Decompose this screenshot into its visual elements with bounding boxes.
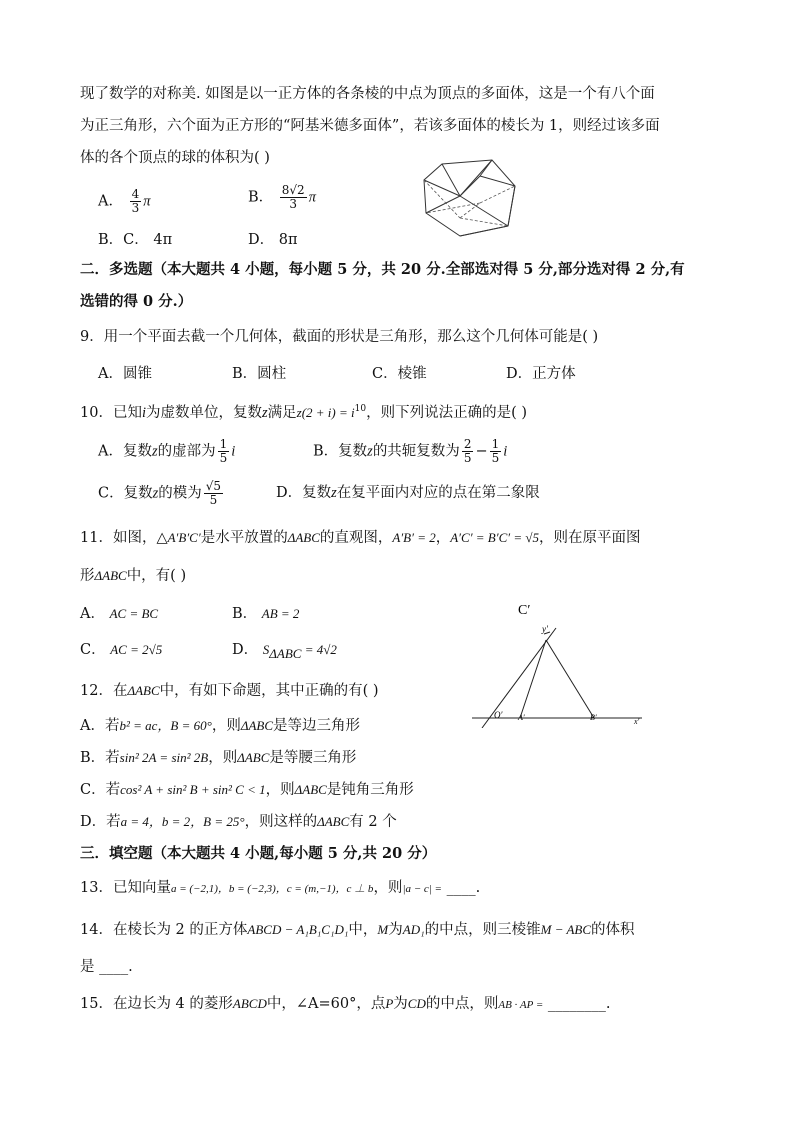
section2-heading-line1: 二．多选题（本大题共 4 小题，每小题 5 分，共 20 分.全部选对得 5 分,部分选对得 2 分,有 (80, 261, 685, 278)
q9-stem: 9．用一个平面去截一个几何体，截面的形状是三角形，那么这个几何体可能是( ) (80, 329, 599, 345)
q8-option-d: D． 8π (248, 232, 298, 248)
q9-option-b: B．圆柱 (232, 366, 287, 382)
q12-option-a: A．若b² = ac，B = 60°，则ΔABC是等边三角形 (80, 718, 361, 734)
q8-option-c: B．C． 4π (98, 232, 173, 248)
q10-option-c: C．复数z的模为 $\frac{√5}{5}$ (98, 479, 222, 507)
label-b: B′ (590, 713, 597, 722)
q14-stem-line2: 是 ____. (80, 959, 133, 975)
q11-option-a: A． AC = BC (80, 606, 159, 622)
segment-c-b (546, 640, 594, 718)
label-c: C′ (518, 603, 531, 618)
fraction: $\frac{8√2}{3}$ (281, 183, 305, 211)
q14-stem-line1: 14．在棱长为 2 的正方体ABCD − A₁B₁C₁D₁中，M为AD₁的中点，则三棱锥M − ABC的体积 (80, 922, 635, 938)
q8-option-b: B． $\frac{8√2}{3}$ π (248, 183, 316, 211)
q8-option-a: A． $\frac{4}{3}$ π (98, 187, 151, 215)
answer-blank: ____. (446, 880, 481, 896)
q13-stem: 13．已知向量a = (−2,1)，b = (−2,3)，c = (m,−1)，c ⊥ b，则|a − c| = ____. (80, 880, 481, 896)
q11-option-d: D． SΔABC = 4√2 (232, 642, 337, 661)
segment-a-c (520, 640, 546, 718)
section2-heading-line2: 选错的得 0 分.） (80, 293, 193, 310)
q12-option-d: D．若a = 4，b = 2，B = 25°，则这样的ΔABC有 2 个 (80, 814, 397, 830)
q11-stem-line2: 形ΔABC中，有( ) (80, 568, 187, 584)
q8-line3: 体的各个顶点的球的体积为( ) (80, 150, 270, 166)
q11-stem-line1: 11．如图，△A′B′C′是水平放置的ΔABC的直观图，A′B′ = 2，A′C′ = B′C′ = √5，则在原平面图 (80, 530, 641, 546)
section3-heading: 三．填空题（本大题共 4 小题,每小题 5 分,共 20 分） (80, 845, 437, 862)
q9-option-a: A．圆锥 (98, 366, 152, 382)
q12-option-c: C．若cos² A + sin² B + sin² C < 1，则ΔABC是钝角三角形 (80, 782, 414, 798)
label-x: x′ (634, 717, 640, 726)
answer-blank: ________. (547, 996, 611, 1012)
q8-line1: 现了数学的对称美. 如图是以一正方体的各条棱的中点为顶点的多面体，这是一个有八个面 (80, 86, 655, 102)
label-y: y′ (542, 624, 548, 634)
q12-option-b: B．若sin² 2A = sin² 2B，则ΔABC是等腰三角形 (80, 750, 357, 766)
q15-stem: 15．在边长为 4 的菱形ABCD中，∠A=60°，点P为CD的中点，则AB · AP = ________. (80, 996, 611, 1012)
q10-option-a: A．复数z的虚部为 $\frac{1}{5}$ i (98, 437, 236, 465)
q10-option-d: D．复数z在复平面内对应的点在第二象限 (276, 485, 540, 501)
q9-option-d: D．正方体 (506, 366, 576, 382)
q12-stem: 12．在ΔABC中，有如下命题，其中正确的有( ) (80, 683, 379, 699)
q8-line2: 为正三角形，六个面为正方形的“阿基米德多面体”，若该多面体的棱长为 1，则经过该多面 (80, 118, 660, 134)
q11-option-c: C． AC = 2√5 (80, 642, 163, 658)
q9-option-c: C．棱锥 (372, 366, 427, 382)
polyhedron-figure (420, 158, 520, 238)
q11-option-b: B． AB = 2 (232, 606, 300, 622)
q10-stem: 10．已知i为虚数单位，复数z满足$z(2 + i) = i^{10}$，则下列说法正确的是( ) (80, 404, 528, 421)
q11-intuitive-diagram (470, 598, 650, 728)
q10-option-b: B．复数z的共轭复数为 $\frac{2}{5}$ − $\frac{1}{5}$ i (313, 437, 508, 465)
label-a: A′ (518, 713, 525, 722)
label-o: O′ (494, 710, 503, 720)
fraction: $\frac{4}{3}$ (131, 187, 140, 215)
